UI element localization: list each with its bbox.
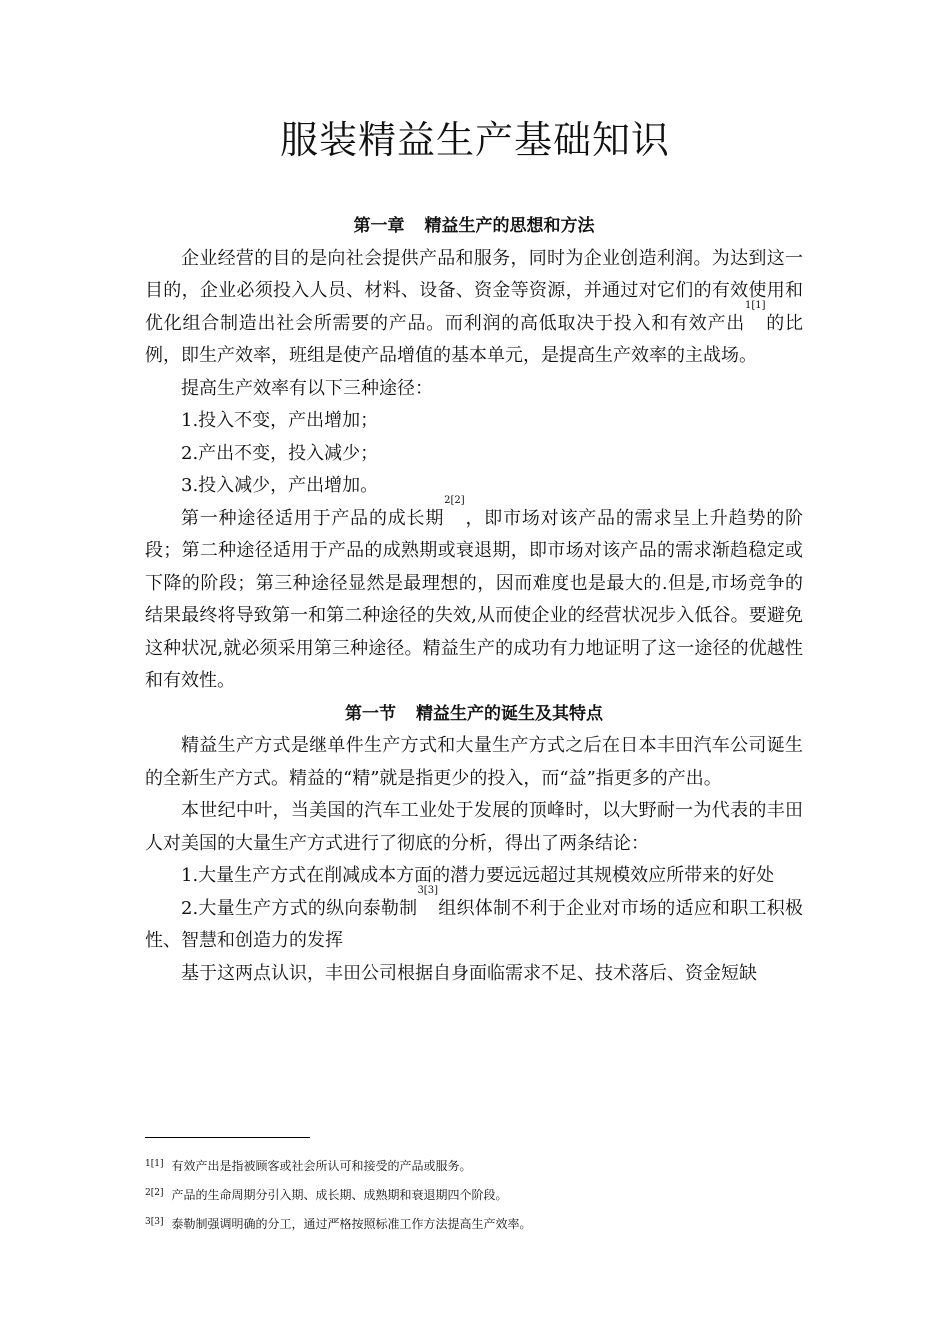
paragraph <box>145 494 804 698</box>
footnotes <box>145 1152 803 1239</box>
list-item: 1.大量生产方式在削减成本方面的潜力要远远超过其规模效应所带来的好处 <box>181 865 775 886</box>
paragraph-text: 的比例，即生产效率，班组是使产品增值的基本单元，是提高生产效率的主战场。 <box>145 312 803 366</box>
section-heading <box>145 698 803 731</box>
footnote-mark: 1[1] <box>145 1159 164 1169</box>
footnote-reference[interactable]: 1[1] <box>744 299 766 311</box>
list-item: 3.投入减少，产出增加。 <box>181 475 379 496</box>
paragraph: 提高生产效率有以下三种途径： <box>181 377 433 399</box>
paragraph-text: 2.大量生产方式的纵向泰勒制 <box>181 897 418 919</box>
footnote-separator <box>145 1137 310 1138</box>
paragraph-text: 第一种途径适用于产品的成长期 <box>181 507 445 529</box>
footnote-text: 泰勒制强调明确的分工，通过严格按照标准工作方法提高生产效率。 <box>171 1217 532 1231</box>
paragraph <box>145 243 803 373</box>
section-name: 精益生产的诞生及其特点 <box>416 703 603 724</box>
footnote-mark: 2[2] <box>145 1188 164 1198</box>
list-item: 2.产出不变，投入减少； <box>181 442 379 464</box>
chapter-name: 精益生产的思想和方法 <box>424 216 595 236</box>
document-body <box>145 210 803 990</box>
list-item: 1.投入不变，产出增加； <box>181 410 379 431</box>
paragraph-text: ，即市场对该产品的需求呈上升趋势的阶段；第二种途径适用于产品的成熟期或衰退期，即市场对该产品的需求渐趋稳定或下降的阶段；第三种途径显然是最理想的，因而难度也是最大的.但是,市场竞争的结果最终将导致第一和第二种途径的失效,从而使企业的经营状况步入低谷。要避免这种状况,就必须采用第三种途径。精益生产的成功有力地证明了这一途径的优越性和有效性。 <box>145 507 804 691</box>
paragraph-text: 企业经营的目的是向社会提供产品和服务，同时为企业创造利润。为达到这一目的，企业必须投入人员、材料、设备、资金等资源，并通过对它们的有效使用和优化组合制造出社会所需要的产品。而利润的高低取决于投入和有效产出 <box>145 247 803 334</box>
chapter-heading <box>145 210 803 243</box>
document-title: 服装精益生产基础知识 <box>279 118 670 162</box>
paragraph: 精益生产方式是继单件生产方式和大量生产方式之后在日本丰田汽车公司诞生的全新生产方式。精益的“精”就是指更少的投入，而“益”指更多的产出。 <box>145 735 803 789</box>
footnote-reference[interactable]: 2[2] <box>444 494 465 506</box>
paragraph-text: 组织体制不利于企业对市场的适应和职工积极性、智慧和创造力的发挥 <box>145 897 803 951</box>
paragraph: 基于这两点认识，丰田公司根据自身面临需求不足、技术落后、资金短缺 <box>181 962 757 984</box>
footnote-text: 产品的生命周期分引入期、成长期、成熟期和衰退期四个阶段。 <box>171 1188 508 1202</box>
paragraph: 本世纪中叶，当美国的汽车工业处于发展的顶峰时，以大野耐一为代表的丰田人对美国的大量生产方式进行了彻底的分析，得出了两条结论： <box>145 800 803 854</box>
footnote <box>145 1152 803 1181</box>
chapter-number: 第一章 <box>353 216 405 236</box>
list-item <box>145 884 803 958</box>
footnote-text: 有效产出是指被顾客或社会所认可和接受的产品或服务。 <box>171 1159 472 1173</box>
footnote-mark: 3[3] <box>145 1217 164 1227</box>
footnote <box>145 1181 803 1210</box>
section-number: 第一节 <box>345 703 396 724</box>
footnote-reference[interactable]: 3[3] <box>417 884 438 896</box>
footnote <box>145 1210 803 1239</box>
